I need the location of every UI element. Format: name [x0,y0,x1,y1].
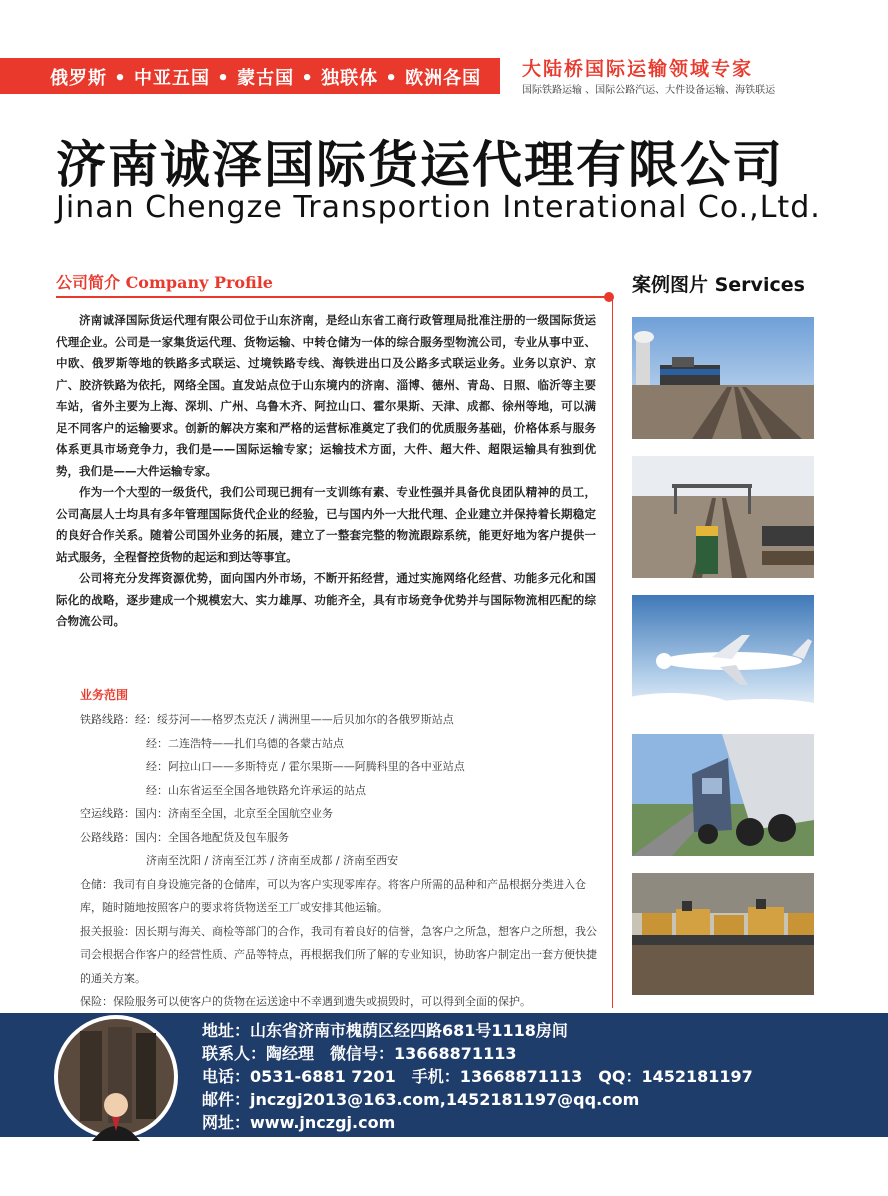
customs-text: 报关报验：因长期与海关、商检等部门的合作，我司有着良好的信誉，急客户之所急，想客户之所想，我公司会根据合作客户的经营性质、产品等特点，再根据我们所了解的专业知识，协助客户制定出一套方便快捷的通关方案。 [80,924,597,985]
company-name-cn: 济南诚泽国际货运代理有限公司 [56,136,784,194]
services-title: 案例图片 Services [632,274,805,296]
contact-person-line: 联系人：陶经理 微信号：13668871113 [202,1044,517,1063]
profile-paragraph: 公司将充分发挥资源优势，面向国内外市场，不断开拓经营，通过实施网络化经营、功能多元化和国际化的战略，逐步建成一个规模宏大、实力雄厚、功能齐全，具有市场竞争优势并与国际物流相匹配的综合物流公司。 [56,571,596,628]
insurance-text: 保险：保险服务可以使客户的货物在运送途中不幸遇到遗失或损毁时，可以得到全面的保护。 [80,995,531,1008]
regions-text: 俄罗斯 • 中亚五国 • 蒙古国 • 独联体 • 欧洲各国 [50,68,482,89]
slogan-subtitle: 国际铁路运输 、国际公路汽运、大件设备运输、海铁联运 [522,85,776,96]
profile-body [56,310,596,633]
profile-divider [56,296,612,298]
road-routes: 济南至沈阳 / 济南至江苏 / 济南至成都 / 济南至西安 [146,854,399,867]
rail-row [80,708,600,732]
profile-paragraph: 济南诚泽国际货运代理有限公司位于山东济南，是经山东省工商行政管理局批准注册的一级国际货运代理企业。公司是一家集货运代理、货物运输、中转仓储为一体的综合服务型物流公司，专业从事中亚、中欧、俄罗斯等地的铁路多式联运、过境铁路专线、海铁进出口及公路多式联运业务。业务以京沪、京广、胶济铁路为依托，网络全国。直发站点位于山东境内的济南、淄博、德州、青岛、日照、临沂等主要车站，省外主要为上海、深圳、广州、乌鲁木齐、阿拉山口、霍尔果斯、天津、成都、徐州等地，可以满足不同客户的运输要求。创新的解决方案和严格的运营标准奠定了我们的优质服务基础，价格体系与服务体系更具市场竞争力，我们是——国际运输专家；运输技术方面，大件、超大件、超限运输具有独到优势，我们是——大件运输专家。 [56,313,596,478]
email-line[interactable]: 邮件：jnczgj2013@163.com,1452181197@qq.com [202,1090,640,1109]
road-row [80,826,600,850]
column-divider [612,298,613,1008]
photo-heavy-equipment [632,873,814,995]
profile-paragraph: 作为一个大型的一级货代，我们公司现已拥有一支训练有素、专业性强并具备优良团队精神的员工，公司高层人士均具有多年管理国际货代企业的经验，已与国内外一大批代理、企业建立并保持着长期稳定的良好合作关系。随着公司国外业务的拓展，建立了一整套完整的物流跟踪系统，能更好地为客户提供一站式服务，全程督控货物的起运和到达等事宜。 [56,485,596,564]
rail-line: 经：阿拉山口——多斯特克 / 霍尔果斯——阿腾科里的各中亚站点 [146,760,465,773]
rail-label: 铁路线路： [80,713,135,726]
address-line: 地址：山东省济南市槐荫区经四路681号1118房间 [202,1021,568,1040]
photo-railway-locomotive [632,317,814,439]
website-line[interactable]: 网址：www.jnczgj.com [202,1113,396,1132]
company-name-en: Jinan Chengze Transportion Interational Co.,Ltd. [56,190,821,225]
slogan: 大陆桥国际运输领域专家 [522,58,754,80]
photo-truck [632,734,814,856]
rail-line: 经：二连浩特——扎们乌德的各蒙古站点 [146,736,344,750]
profile-title: 公司简介 Company Profile [56,273,273,292]
air-text: 国内：济南至全国，北京至全国航空业务 [135,807,333,820]
contact-lines [202,1019,753,1134]
photo-airplane [632,595,814,717]
scope-title: 业务范围 [80,688,129,702]
rail-line: 经：绥芬河——格罗杰克沃 / 满洲里——后贝加尔的各俄罗斯站点 [135,713,454,726]
contact-avatar [52,1013,180,1141]
photo-rail-yard [632,456,814,578]
rail-line: 经：山东省运至全国各地铁路允许承运的站点 [146,783,366,797]
top-banner [0,58,500,94]
phone-line: 电话：0531-6881 7201 手机：13668871113 QQ：1452181197 [202,1067,753,1086]
scope-list [80,708,600,1014]
road-text: 国内：全国各地配货及包车服务 [135,830,289,844]
road-label: 公路线路： [80,830,135,844]
air-label: 空运线路： [80,807,135,820]
warehouse-text: 仓储：我司有自身设施完备的仓储库，可以为客户实现零库存。将客户所需的品种和产品根据分类进入仓库，随时随地按照客户的要求将货物送至工厂或安排其他运输。 [80,877,586,914]
air-row [80,802,600,826]
